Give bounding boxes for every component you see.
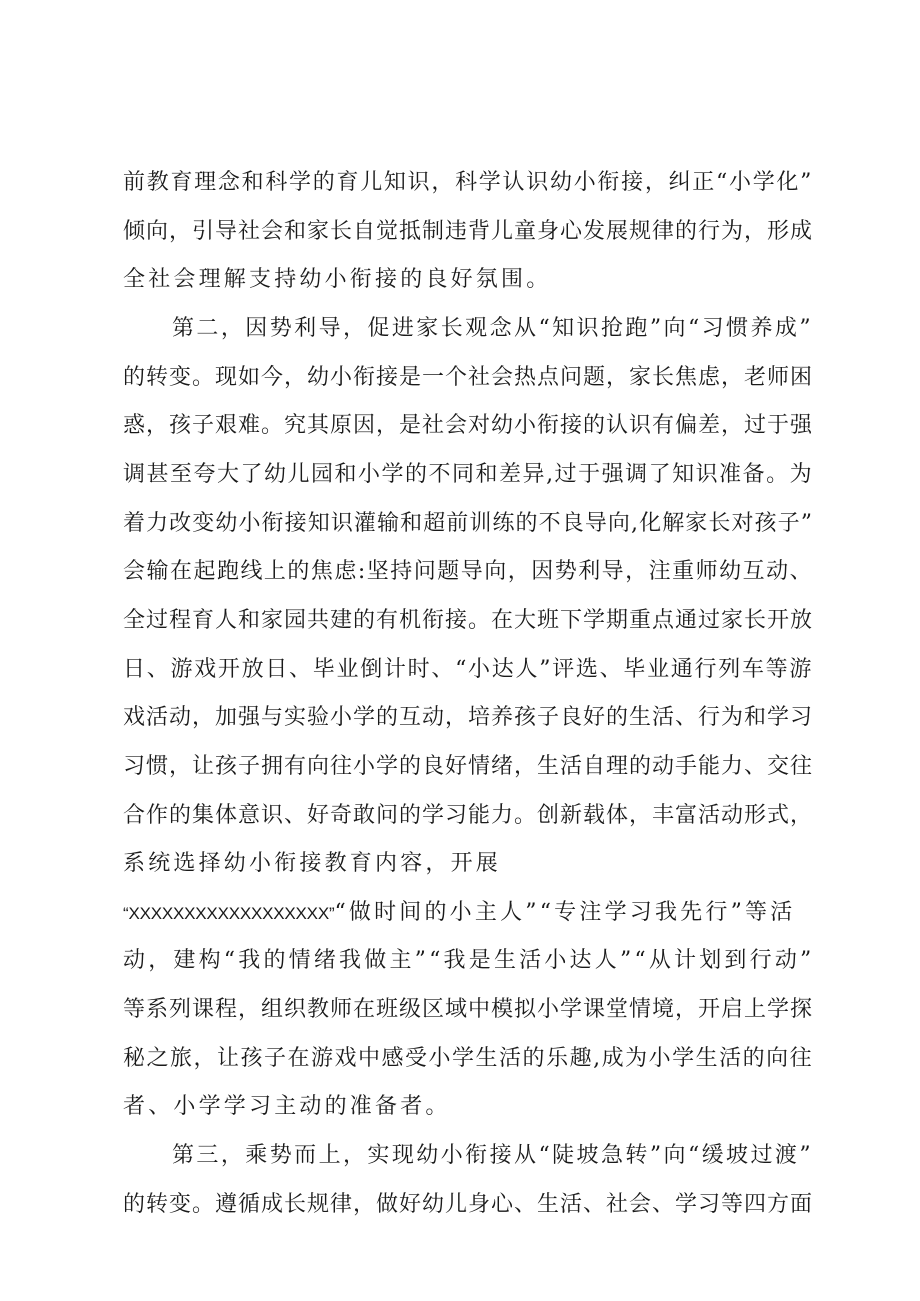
p2-line-4: 调甚至夸大了幼儿园和小学的不同和差异,过于强调了知识准备。为: [123, 462, 813, 487]
p1-line-1: 前教育理念和科学的育儿知识，科学认识幼小衔接，纠正“小学化”: [123, 170, 813, 195]
p3-line-2: 的转变。遵循成长规律，做好幼儿身心、生活、社会、学习等四方面: [123, 1192, 814, 1217]
p2-line-5: 着力改变幼小衔接知识灌输和超前训练的不良导向,化解家长对孩子”: [123, 511, 813, 536]
p2-line-14: 动，建构“我的情绪我做主”“我是生活小达人”“从计划到行动”: [123, 948, 815, 973]
p2-line-11: 合作的集体意识、好奇敢问的学习能力。创新载体，丰富活动形式，: [123, 803, 814, 828]
placeholder-x-text: “XXXXXXXXXXXXXXXXXX”: [123, 904, 335, 923]
p2-line-9: 戏活动，加强与实验小学的互动，培养孩子良好的生活、行为和学习: [123, 705, 814, 730]
p2-line-16: 秘之旅，让孩子在游戏中感受小学生活的乐趣,成为小学生活的向往: [123, 1046, 813, 1071]
p2-line-3: 惑，孩子艰难。究其原因，是社会对幼小衔接的认识有偏差，过于强: [123, 413, 814, 438]
p2-line-6: 会输在起跑线上的焦虑:坚持问题导向，因势利导，注重师幼互动、: [123, 559, 813, 584]
p2-line-12: 系统选择幼小衔接教育内容，开展: [123, 851, 502, 876]
p2-line-7: 全过程育人和家园共建的有机衔接。在大班下学期重点通过家长开放: [123, 608, 814, 633]
p3-line-1: 第三，乘势而上，实现幼小衔接从“陡坡急转”向“缓坡过渡”: [172, 1143, 813, 1168]
p2-line-13: [123, 898, 813, 929]
p2-line-17: 者、小学学习主动的准备者。: [123, 1094, 451, 1119]
p2-line-8: 日、游戏开放日、毕业倒计时、“小达人”评选、毕业通行列车等游: [123, 657, 813, 682]
p2-line-15: 等系列课程，组织教师在班级区域中模拟小学课堂情境，开启上学探: [123, 997, 814, 1022]
p2-line-1: 第二，因势利导，促进家长观念从“知识抢跑”向“习惯养成”: [172, 316, 813, 341]
p2-line-2: 的转变。现如今，幼小衔接是一个社会热点问题，家长焦虑，老师困: [123, 365, 814, 390]
p1-line-3: 全社会理解支持幼小衔接的良好氛围。: [123, 267, 552, 292]
p1-line-2: 倾向，引导社会和家长自觉抵制违背儿童身心发展规律的行为，形成: [123, 219, 814, 244]
p2-line-13-rest: “做时间的小主人”“专注学习我先行”等活: [334, 900, 796, 925]
p2-line-10: 习惯，让孩子拥有向往小学的良好情绪，生活自理的动手能力、交往: [123, 754, 814, 779]
